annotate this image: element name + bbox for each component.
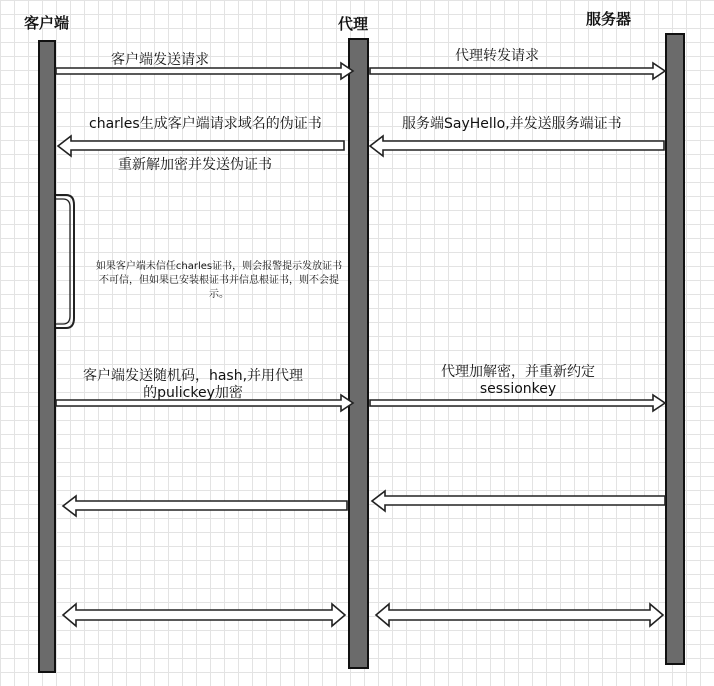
proxy-lifeline[interactable] <box>349 39 368 668</box>
message-fake-cert: charles生成客户端请求域名的伪证书 <box>89 116 322 132</box>
arrow-proxy-server-bidirectional <box>376 604 663 626</box>
note-brace <box>56 195 74 328</box>
client-lifeline[interactable] <box>39 41 55 672</box>
participant-client-label: 客户端 <box>24 14 70 32</box>
arrow-proxy-to-client-fake-cert <box>58 136 344 156</box>
participant-server-label: 服务器 <box>586 10 632 28</box>
message-session-key: 代理加解密，并重新约定 sessionkey <box>441 364 595 397</box>
arrow-proxy-to-server-request <box>370 63 665 79</box>
arrow-proxy-to-client-response <box>63 496 347 516</box>
message-proxy-forward: 代理转发请求 <box>455 48 539 64</box>
participant-proxy-label: 代理 <box>338 15 369 33</box>
message-client-request: 客户端发送请求 <box>111 52 209 68</box>
message-random-code: 客户端发送随机码，hash,并用代理 的pulickey加密 <box>82 368 304 401</box>
server-lifeline[interactable] <box>666 34 684 664</box>
message-reencrypt: 重新解加密并发送伪证书 <box>118 157 272 173</box>
arrow-client-proxy-bidirectional <box>63 604 345 626</box>
arrow-server-to-proxy-response <box>372 491 665 511</box>
arrow-server-to-proxy-cert <box>370 136 664 156</box>
message-server-hello: 服务端SayHello,并发送服务端证书 <box>402 116 622 132</box>
note-untrusted-cert: 如果客户端未信任charles证书，则会报警提示发放证书不可信，但如果已安装根证书并信息根证书，则不会提示。 <box>95 261 343 300</box>
